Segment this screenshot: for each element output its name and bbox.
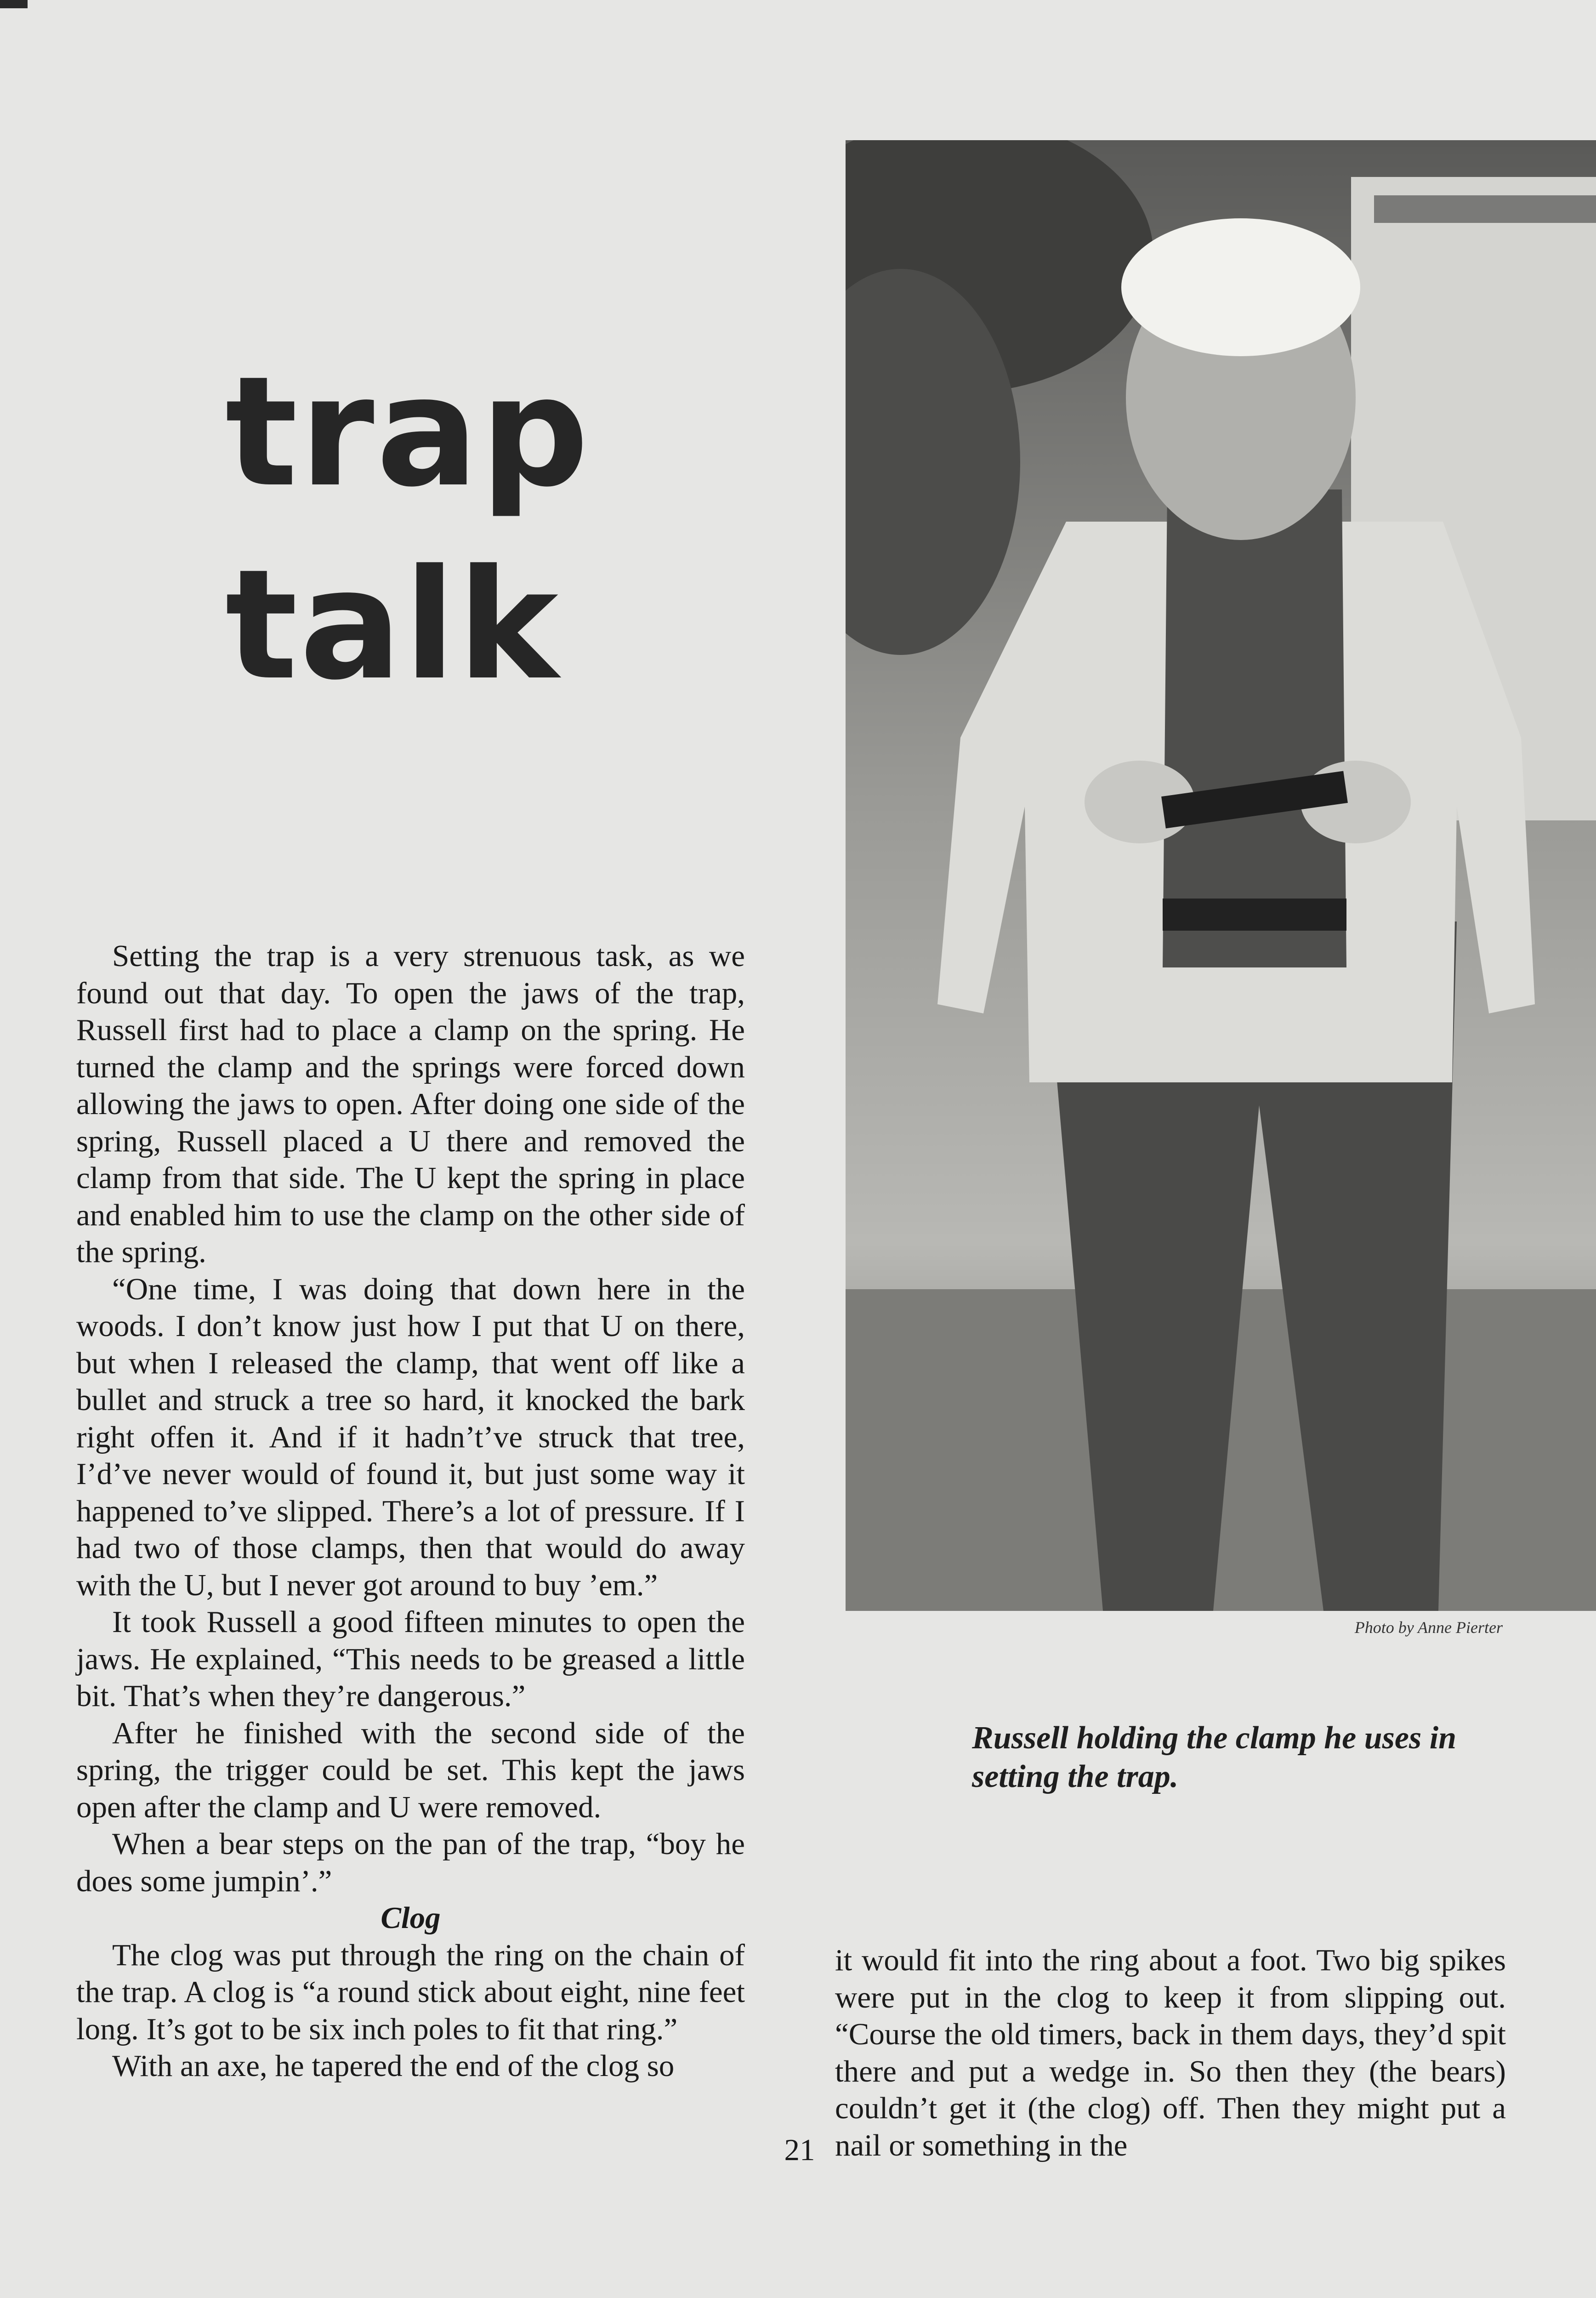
paragraph: With an axe, he tapered the end of the clog so — [112, 2049, 675, 2083]
photo-illustration — [846, 140, 1596, 1611]
paragraph: It took Russell a good fifteen minutes to open the jaws. He explained, “This needs to be greased a little bit. That’s when they’re dangerous.” — [76, 1605, 745, 1713]
paragraph: it would fit into the ring about a foot. Two big spikes were put in the clog to keep it from slipping out. “Course the old timers, back in them days, they’d spit there and put a wedge in. So then they (the bears) couldn’t get it (the clog) off. Then they might put a nail or something in the — [835, 1943, 1506, 2162]
right-text-column — [835, 1942, 1506, 2164]
paragraph: The clog was put through the ring on the chain of the trap. A clog is “a round stick about eight, nine feet long. It’s got to be six inch poles to fit that ring.” — [76, 1938, 745, 2046]
article-title — [225, 336, 591, 722]
page-number: 21 — [784, 2133, 815, 2167]
title-line-1: trap — [225, 344, 591, 520]
photo-caption: Russell holding the clamp he uses in setting the trap. — [972, 1720, 1457, 1794]
paragraph: When a bear steps on the pan of the trap, “boy he does some jumpin’.” — [76, 1827, 745, 1898]
photo-credit: Photo by Anne Pierter — [1354, 1618, 1503, 1637]
photo-man-holding-clamp — [846, 140, 1596, 1611]
title-line-2: talk — [225, 537, 561, 713]
paragraph: “One time, I was doing that down here in the woods. I don’t know just how I put that U on there, but when I released the clamp, that went off like a bullet and struck a tree so hard, it knocked the bark right offen it. And if it hadn’t’ve struck that tree, I’d’ve never would of found it, but just some way it happened to’ve slipped. There’s a lot of pressure. If I had two of those clamps, then that would do away with the U, but I never got around to buy ’em.” — [76, 1272, 745, 1602]
section-subhead: Clog — [381, 1901, 441, 1935]
paragraph: Setting the trap is a very strenuous task, as we found out that day. To open the jaws of the trap, Russell first had to place a clamp on the spring. He turned the clamp and the springs were forced down allowing the jaws to open. After doing one side of the spring, Russell placed a U there and removed the clamp from that side. The U kept the spring in place and enabled him to use the clamp on the other side of the spring. — [76, 939, 745, 1269]
left-text-column — [76, 938, 745, 2085]
paragraph: After he finished with the second side of the spring, the trigger could be set. This kept the jaws open after the clamp and U were removed. — [76, 1716, 745, 1824]
page-edge — [0, 0, 28, 8]
